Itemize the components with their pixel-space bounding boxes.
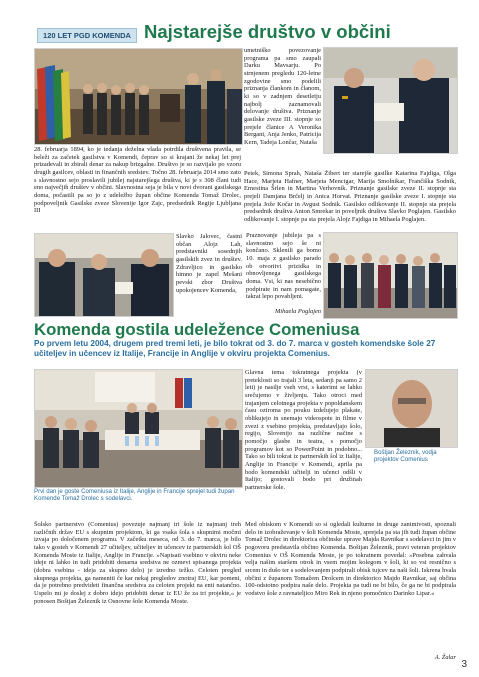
paragraph: umetniško povezovanje programa pa smo zaupali Darku Mavsarju. Po strnjenem pregledu 120-letne zgodovine smo podelili priznanja člankom in članom, ki so v zadnjem desetletju najbolj zaznamovali delovanje društva. Priznanje gasilske zveze III. stopnje so prejele članice A Veronika Bergant, Anja Jenko, Patricija Kern, Tadeja Lončar, Nataša (244, 47, 321, 146)
article-text-main (34, 146, 241, 228)
paragraph: Šolsko partnerstvo (Comenius) povezuje najmanj tri šole iz najmanj treh različnih držav EU s skupnim projektom, ki ga vsaka šola s skupnimi močmi izvaja po določenem programu. V začetku meseca, od 3. do 7. marca, je bilo tako v gosteh v Komendi 27 učiteljev, učiteljev in učencev iz partnerskih šol OŠ Komenda Moste iz Italije, Anglije in Francije. »Napisati vsebino v okviru neke ideje ni lahko in tudi pridobiti denarna sredstva ne ozmevi spisanega projekta (dobra vsebina - ideja za skupno delo) je izredno težko. Celoten pregled skupnega projekta, ga nameniti če kar nekaj pregledov znotraj EU, kar pomeni, da je potrebno predvideti finančna sredstva za celoten projekt na enti natančno. Uspelo mi je dosleј z dobro idejo pridobiti denar iz EU že za tri projekte,« je ponosen Boštjan Železnik iz Osnovne šole Komenda Moste. (34, 521, 241, 605)
paragraph: Praznovanje jubileja pa s slavnostno sejo še ni končano. Sklenili ga bomo 10. maja z gasilsko parado ob otvoritvi prizidka in obnovljenega gasilskega doma. Vsi, ki nas nesebično podpirate in nam pomagate, takrat lepo povabljeni. (246, 232, 321, 301)
ceremony-photo (34, 48, 243, 145)
author-signature: Mihaela Poglajen (275, 308, 321, 315)
portrait-photo (365, 369, 458, 448)
page-number: 3 (461, 659, 467, 670)
paragraph: Glavna tema tokratnega projekta (v preteklosti so trajali 3 leta, sedanji pa samo 2 leti) je nasilje vseh vrst, s katerimi se lahko srečujemo v življenju. Tako otroci med trajanjem celotnega projekta v popoldanskem času oziroma po pouku izdelujejo plakate, oblikujejo in snemajo videospote in filme v zvezi z vsebino projekta, predstavljajo šolo, regijo, Slovenijo na različne načine s pomočjo glasbe in teatra, s pomočjo programov kot so PowerPoint in podobno... Tako so bili tokrat iz partnerskih šol iz Italije, Anglije in Francije v Komendi, aprila pa bodo komendski učitelji in učenci odšli v Italijo; gostovali bodo pri družinah partnerske šole. (245, 369, 362, 491)
article2-title: Komenda gostila udeležence Comeniusa (34, 320, 360, 339)
paragraph: Slavko Jalovec, častni občan Alojz Lah, predstavniki sosednjih gasilskih zvez in društev. Zdravljico in gasilsko himno je zapel Mešani pevski zbor Društva upokojencev Komenda, (176, 233, 242, 294)
portrait-caption: Boštjan Železnik, vodja projektov Comenius (374, 449, 437, 464)
article2-text-right (245, 521, 456, 653)
article2-lead: Po prvem letu 2004, drugem pred tremi leti, je bilo tokrat od 3. do 7. marca v gosteh komendske šole 27 učiteljev in učencev iz Italije, Francije in Anglije v okviru projekta Comenius. (34, 339, 436, 358)
author-signature-2: A. Žalar (434, 654, 456, 661)
article-title: Najstarejše društvo v občini (144, 21, 391, 42)
meeting-photo (34, 369, 243, 488)
article-text-mid (246, 232, 321, 308)
article-text-right-mid (244, 170, 456, 230)
article-text-small (176, 233, 242, 317)
paragraph: Petek, Simona Sprah, Nataša Žibert ter starejše gasilke Katarina Fajdiga, Olga Hace, Marjeta Hafner, Marjeta Mencigar, Marija Smolnikar, Frančiška Sodnik, Ernestina Šrlen in Martina Verhovnik. Priznanje gasilske zveze II. stopnje sta prejeli Damjana Brčelj in Anica Horvat. Priznanje gasilske zveze I. stopnje sta prejela Jože Kočar in Avgust Sodnik. Gasilsko odlikovanje II. stopnje sta prejela predsednik društva Anton Smrekar in poveljnik društva Slavko Poglajen. Gasilsko odlikovanje I. stopnje pa sta prejela Alojz Fajdiga in Mihaela Poglajen. (244, 170, 456, 223)
meeting-photo-caption: Prvi dan je goste Comeniusa iz Italije, Anglije in Francije sprejel tudi župan Komende Tomaž Drolec s sodelavci. (34, 488, 235, 503)
paragraph: 28. februarja 1894, ko je tedanja deželna vlada potrdila društvena pravila, se beleži za začetek gasilstva v Komendi, čeprav so si krajani že nekaj let prej prizadevali in zbirali denar za nakup brizgalne. Društvo je so razvijalo po vzoru drugih gasilcev, oblasti in finančnih sredstev. Točno 28. februarja 2014 smo zato s slavnostno sejo proslavili jubilej najstarejšega društva, ki je s 308 člani tudi eno največjih društev v občini. Slavnostna seja je bila v novi dvorani gasilskega doma, počastili pa so jo z udeležbo župan občine Komenda Tomaž Drolec, podpoveljnik Gasilske zveze Slovenije Igor Zajc, predsednik Regije Ljubljana III (34, 146, 241, 215)
handshake-photo (34, 233, 174, 317)
group-photo (323, 232, 458, 319)
paragraph: Med obiskom v Komendi so si ogledali kulturne in druge zanimivosti, spoznali delo in izobraževanje v šoli Komenda Moste, sprejela pa sta jih tudi župan občine Tomaž Drolec in direktorica občinske uprave Majda Ravnikar s sodelavci in jim v pogovoru predstavila občino Komenda. Boštjan Železnik, pravi veteran projektov Comenius v OŠ Komenda Moste, je po tokratnem povedal: »Posebna zahvala velja našim staršem otrok in vsem mojim kolegom v šoli, ki so vsi resnično s srcem in dušo ter s sodelovanjem podpirali obisk tujcev na naši šoli. Iskrena hvala občini z županom Tomažem Drolcem in direktorico Majdo Ravnikar, saj občina 100-odstotno podpira naše delo. Projekta pa tudi ne bi bilo, če ga ne bi podpirala vodstvo šole z ravnateljico Miro Rek in njeno pomočnico Darinko Lipar.« (245, 521, 456, 597)
section-tag: 120 LET PGD KOMENDA (37, 28, 137, 43)
article2-text-left (34, 521, 241, 661)
article2-text-mid (245, 369, 362, 521)
award-photo (323, 47, 458, 154)
